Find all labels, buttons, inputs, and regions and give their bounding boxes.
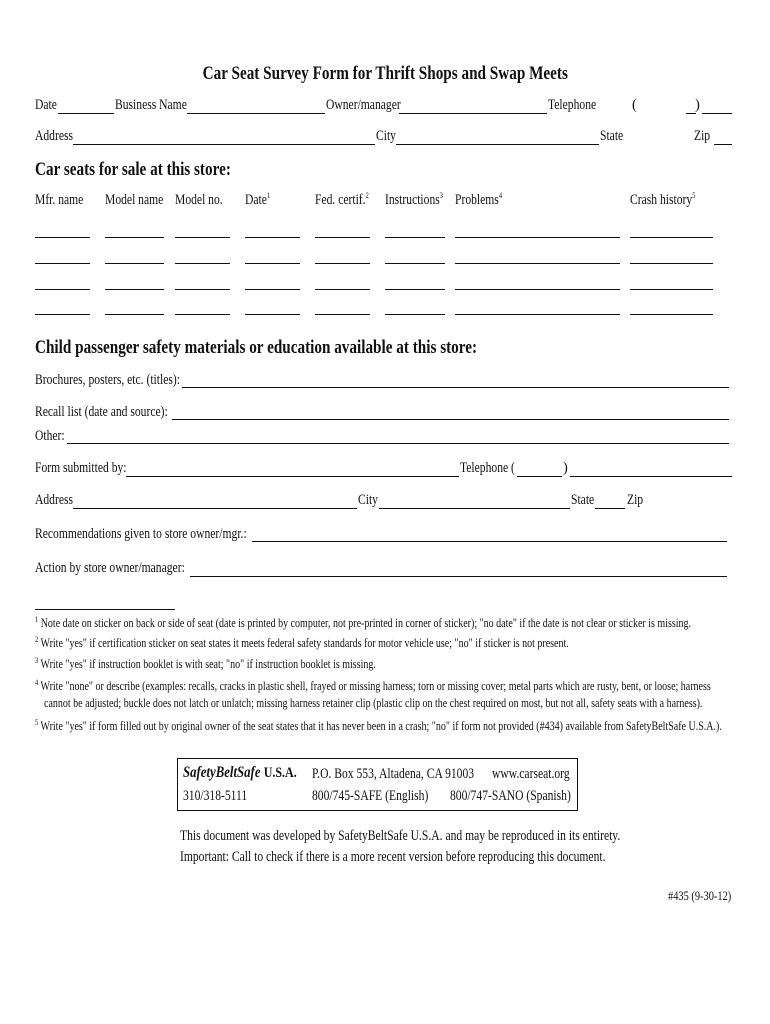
brochures-field[interactable] [182, 387, 729, 388]
brochures-label: Brochures, posters, etc. (titles): [35, 372, 180, 388]
address-label: Address [35, 128, 74, 144]
instructions-field[interactable] [385, 237, 445, 238]
submitter-zip-label: Zip [627, 492, 644, 508]
zip-field[interactable] [714, 144, 732, 145]
model-name-field[interactable] [105, 263, 164, 264]
action-label: Action by store owner/manager: [35, 560, 185, 576]
footnote: $^3$ Write "yes" if instruction booklet is with seat; "no" if instruction booklet is missing. [35, 655, 376, 671]
submitter-state-field[interactable] [595, 508, 625, 509]
column-header-instructions: Instructions$^3$ [385, 191, 443, 208]
submitted-by-field[interactable] [126, 476, 459, 477]
reproduction-notice: This document was developed by SafetyBeltSafe U.S.A. and may be reproduced in its entirety. [180, 828, 621, 844]
footnote: $^5$ Write "yes" if form filled out by original owner of the seat states that it has never been in a crash; "no" if form not provided (#434) available from SafetyBeltSafe U.S.A.). [35, 717, 722, 733]
column-header-fed-certif: Fed. certif.$^2$ [315, 191, 369, 208]
submitter-city-label: City [358, 492, 378, 508]
action-field[interactable] [190, 576, 727, 577]
materials-heading: Child passenger safety materials or education available at this store: [35, 337, 478, 358]
telephone-paren-close: ) [695, 97, 700, 113]
recommendations-label: Recommendations given to store owner/mgr.: [35, 526, 247, 542]
model-no-field[interactable] [175, 289, 230, 290]
telephone-label: Telephone [548, 97, 597, 113]
footnote-continuation: cannot be adjusted; buckle does not latch or unlatch; missing harness retainer clip (plastic clip on the chest required on most, but not all, safety seats with a harness). [44, 696, 703, 710]
other-label: Other: [35, 428, 65, 444]
phone-english: 800/745-SAFE (English) [312, 788, 429, 804]
date-field[interactable] [245, 237, 300, 238]
problems-field[interactable] [455, 237, 620, 238]
recall-list-field[interactable] [172, 419, 729, 420]
model-no-field[interactable] [175, 263, 230, 264]
column-header-problems: Problems$^4$ [455, 191, 503, 208]
footnote: $^4$ Write "none" or describe (examples: recalls, cracks in plastic shell, frayed or missing harness; torn or missing cover; metal parts which are rusty, bent, or loose; harness [35, 677, 711, 693]
submitter-address-field[interactable] [73, 508, 357, 509]
recall-list-label: Recall list (date and source): [35, 404, 168, 420]
crash-history-field[interactable] [630, 314, 713, 315]
column-header-mfr-name: Mfr. name [35, 192, 84, 208]
document-number: #435 (9-30-12) [668, 888, 732, 903]
submitter-area-code-field[interactable] [517, 476, 562, 477]
crash-history-field[interactable] [630, 237, 713, 238]
telephone-number-field[interactable] [702, 113, 732, 114]
address-field[interactable] [73, 144, 375, 145]
phone-number: 310/318-5111 [183, 788, 248, 804]
problems-field[interactable] [455, 289, 620, 290]
mfr-name-field[interactable] [35, 263, 90, 264]
telephone-paren-open: ( [632, 97, 637, 113]
owner-manager-field[interactable] [399, 113, 547, 114]
column-header-date: Date$^1$ [245, 191, 271, 208]
recommendations-field[interactable] [252, 541, 727, 542]
instructions-field[interactable] [385, 263, 445, 264]
contact-box [177, 758, 578, 811]
column-header-model-no: Model no. [175, 192, 223, 208]
car-seats-heading: Car seats for sale at this store: [35, 159, 231, 180]
fed-certif-field[interactable] [315, 314, 370, 315]
model-name-field[interactable] [105, 237, 164, 238]
model-no-field[interactable] [175, 314, 230, 315]
city-label: City [376, 128, 396, 144]
date-field[interactable] [245, 289, 300, 290]
instructions-field[interactable] [385, 314, 445, 315]
crash-history-field[interactable] [630, 289, 713, 290]
org-name: SafetyBeltSafe U.S.A. [183, 764, 297, 781]
problems-field[interactable] [455, 314, 620, 315]
footnote: $^2$ Write "yes" if certification sticker on seat states it meets federal safety standards for motor vehicle use; "no" if sticker is not present. [35, 634, 569, 650]
submitter-paren-close: ) [563, 460, 568, 476]
fed-certif-field[interactable] [315, 289, 370, 290]
footnote-divider [35, 609, 175, 610]
website-link[interactable]: www.carseat.org [492, 766, 570, 782]
submitted-by-label: Form submitted by: [35, 460, 127, 476]
column-header-model-name: Model name [105, 192, 164, 208]
other-field[interactable] [67, 443, 729, 444]
zip-label: Zip [694, 128, 711, 144]
business-name-label: Business Name [115, 97, 187, 113]
crash-history-field[interactable] [630, 263, 713, 264]
date-label: Date [35, 97, 57, 113]
business-name-field[interactable] [187, 113, 325, 114]
model-name-field[interactable] [105, 314, 164, 315]
owner-manager-label: Owner/manager [326, 97, 401, 113]
fed-certif-field[interactable] [315, 263, 370, 264]
model-no-field[interactable] [175, 237, 230, 238]
submitter-address-label: Address [35, 492, 74, 508]
instructions-field[interactable] [385, 289, 445, 290]
state-label: State [600, 128, 624, 144]
fed-certif-field[interactable] [315, 237, 370, 238]
mfr-name-field[interactable] [35, 314, 90, 315]
problems-field[interactable] [455, 263, 620, 264]
date-field[interactable] [245, 263, 300, 264]
mailing-address: P.O. Box 553, Altadena, CA 91003 [312, 766, 475, 782]
mfr-name-field[interactable] [35, 289, 90, 290]
footnote: $^1$ Note date on sticker on back or side of seat (date is printed by computer, not pre-printed in corner of sticker); "no date" if the date is not clear or sticker is missing. [35, 614, 692, 630]
city-field[interactable] [396, 144, 599, 145]
model-name-field[interactable] [105, 289, 164, 290]
version-notice: Important: Call to check if there is a more recent version before reproducing this document. [180, 849, 606, 865]
date-field[interactable] [58, 113, 114, 114]
submitter-city-field[interactable] [379, 508, 570, 509]
phone-spanish: 800/747-SANO (Spanish) [450, 788, 571, 804]
submitter-state-label: State [571, 492, 595, 508]
column-header-crash-history: Crash history$^5$ [630, 191, 696, 208]
submitter-telephone-label: Telephone ( [460, 460, 515, 476]
page-title: Car Seat Survey Form for Thrift Shops and Swap Meets [202, 63, 568, 84]
date-field[interactable] [245, 314, 300, 315]
submitter-phone-field[interactable] [570, 476, 732, 477]
mfr-name-field[interactable] [35, 237, 90, 238]
